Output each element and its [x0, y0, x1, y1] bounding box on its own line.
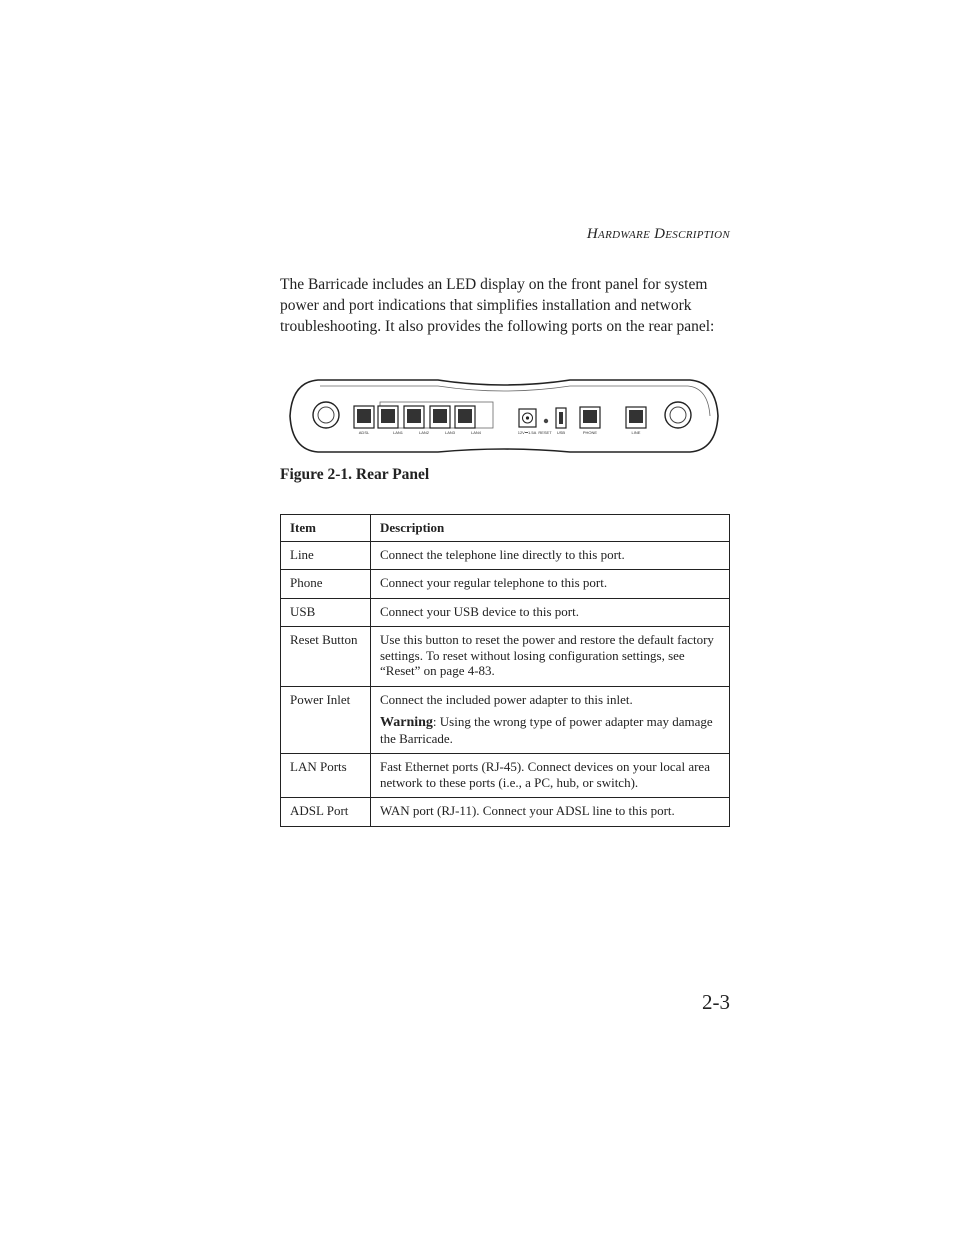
warning-note: [380, 714, 720, 746]
warning-label: Warning: [380, 715, 433, 730]
ports-table: [280, 514, 730, 827]
label-phone: PHONE: [582, 430, 598, 435]
lan1-port: [378, 406, 398, 428]
description-cell: [371, 686, 730, 754]
label-power: 12V⎓1.5A: [517, 430, 537, 435]
table-row: [281, 627, 730, 687]
label-lan2: LAN2: [418, 430, 430, 435]
usb-port: [556, 408, 566, 428]
table-row: [281, 570, 730, 599]
intro-paragraph: The Barricade includes an LED display on the front panel for system power and port indications that simplifies installation and network troubleshooting. It also provides the following ports on the rear panel:: [280, 276, 715, 335]
figure-caption: Figure 2-1. Rear Panel: [280, 466, 430, 483]
item-cell: Power Inlet: [281, 686, 371, 754]
item-cell: LAN Ports: [281, 754, 371, 798]
item-cell: ADSL Port: [281, 798, 371, 827]
description-cell: Connect your regular telephone to this port.: [371, 570, 730, 599]
phone-port: [580, 407, 600, 428]
item-cell: Reset Button: [281, 627, 371, 687]
lan4-port: [455, 406, 475, 428]
running-header: Hardware Description: [586, 226, 730, 242]
description-cell: Connect your USB device to this port.: [371, 598, 730, 627]
description-text: Connect the included power adapter to this inlet.: [380, 691, 633, 707]
rear-panel-figure: [288, 376, 720, 454]
table-row: [281, 686, 730, 754]
table-row: [281, 798, 730, 827]
column-header-item: Item: [281, 515, 371, 542]
label-adsl: ADSL: [358, 430, 370, 435]
item-cell: Phone: [281, 570, 371, 599]
power-inlet: [519, 409, 536, 427]
warning-text: : Using the wrong type of power adapter may damage the Barricade.: [380, 714, 713, 746]
description-cell: Fast Ethernet ports (RJ-45). Connect devices on your local area network to these ports (i.e., a PC, hub, or switch).: [371, 754, 730, 798]
label-usb: USB: [556, 430, 566, 435]
page-number: 2-3: [702, 990, 730, 1014]
rear-panel-illustration: [288, 376, 720, 454]
label-lan4: LAN4: [470, 430, 482, 435]
table-header-row: [281, 515, 730, 542]
lan2-port: [404, 406, 424, 428]
label-lan1: LAN1: [392, 430, 404, 435]
item-cell: USB: [281, 598, 371, 627]
item-cell: Line: [281, 541, 371, 570]
reset-button: [544, 419, 548, 423]
column-header-description: Description: [371, 515, 730, 542]
description-cell: Use this button to reset the power and restore the default factory settings. To reset without losing configuration settings, see “Reset” on page 4-83.: [371, 627, 730, 687]
label-reset: RESET: [538, 430, 552, 435]
lan3-port: [430, 406, 450, 428]
description-cell: WAN port (RJ-11). Connect your ADSL line to this port.: [371, 798, 730, 827]
label-line: LINE: [631, 430, 641, 435]
adsl-port: [354, 406, 374, 428]
line-port: [626, 407, 646, 428]
label-lan3: LAN3: [444, 430, 456, 435]
table-row: [281, 541, 730, 570]
table-row: [281, 598, 730, 627]
description-cell: Connect the telephone line directly to this port.: [371, 541, 730, 570]
table-row: [281, 754, 730, 798]
